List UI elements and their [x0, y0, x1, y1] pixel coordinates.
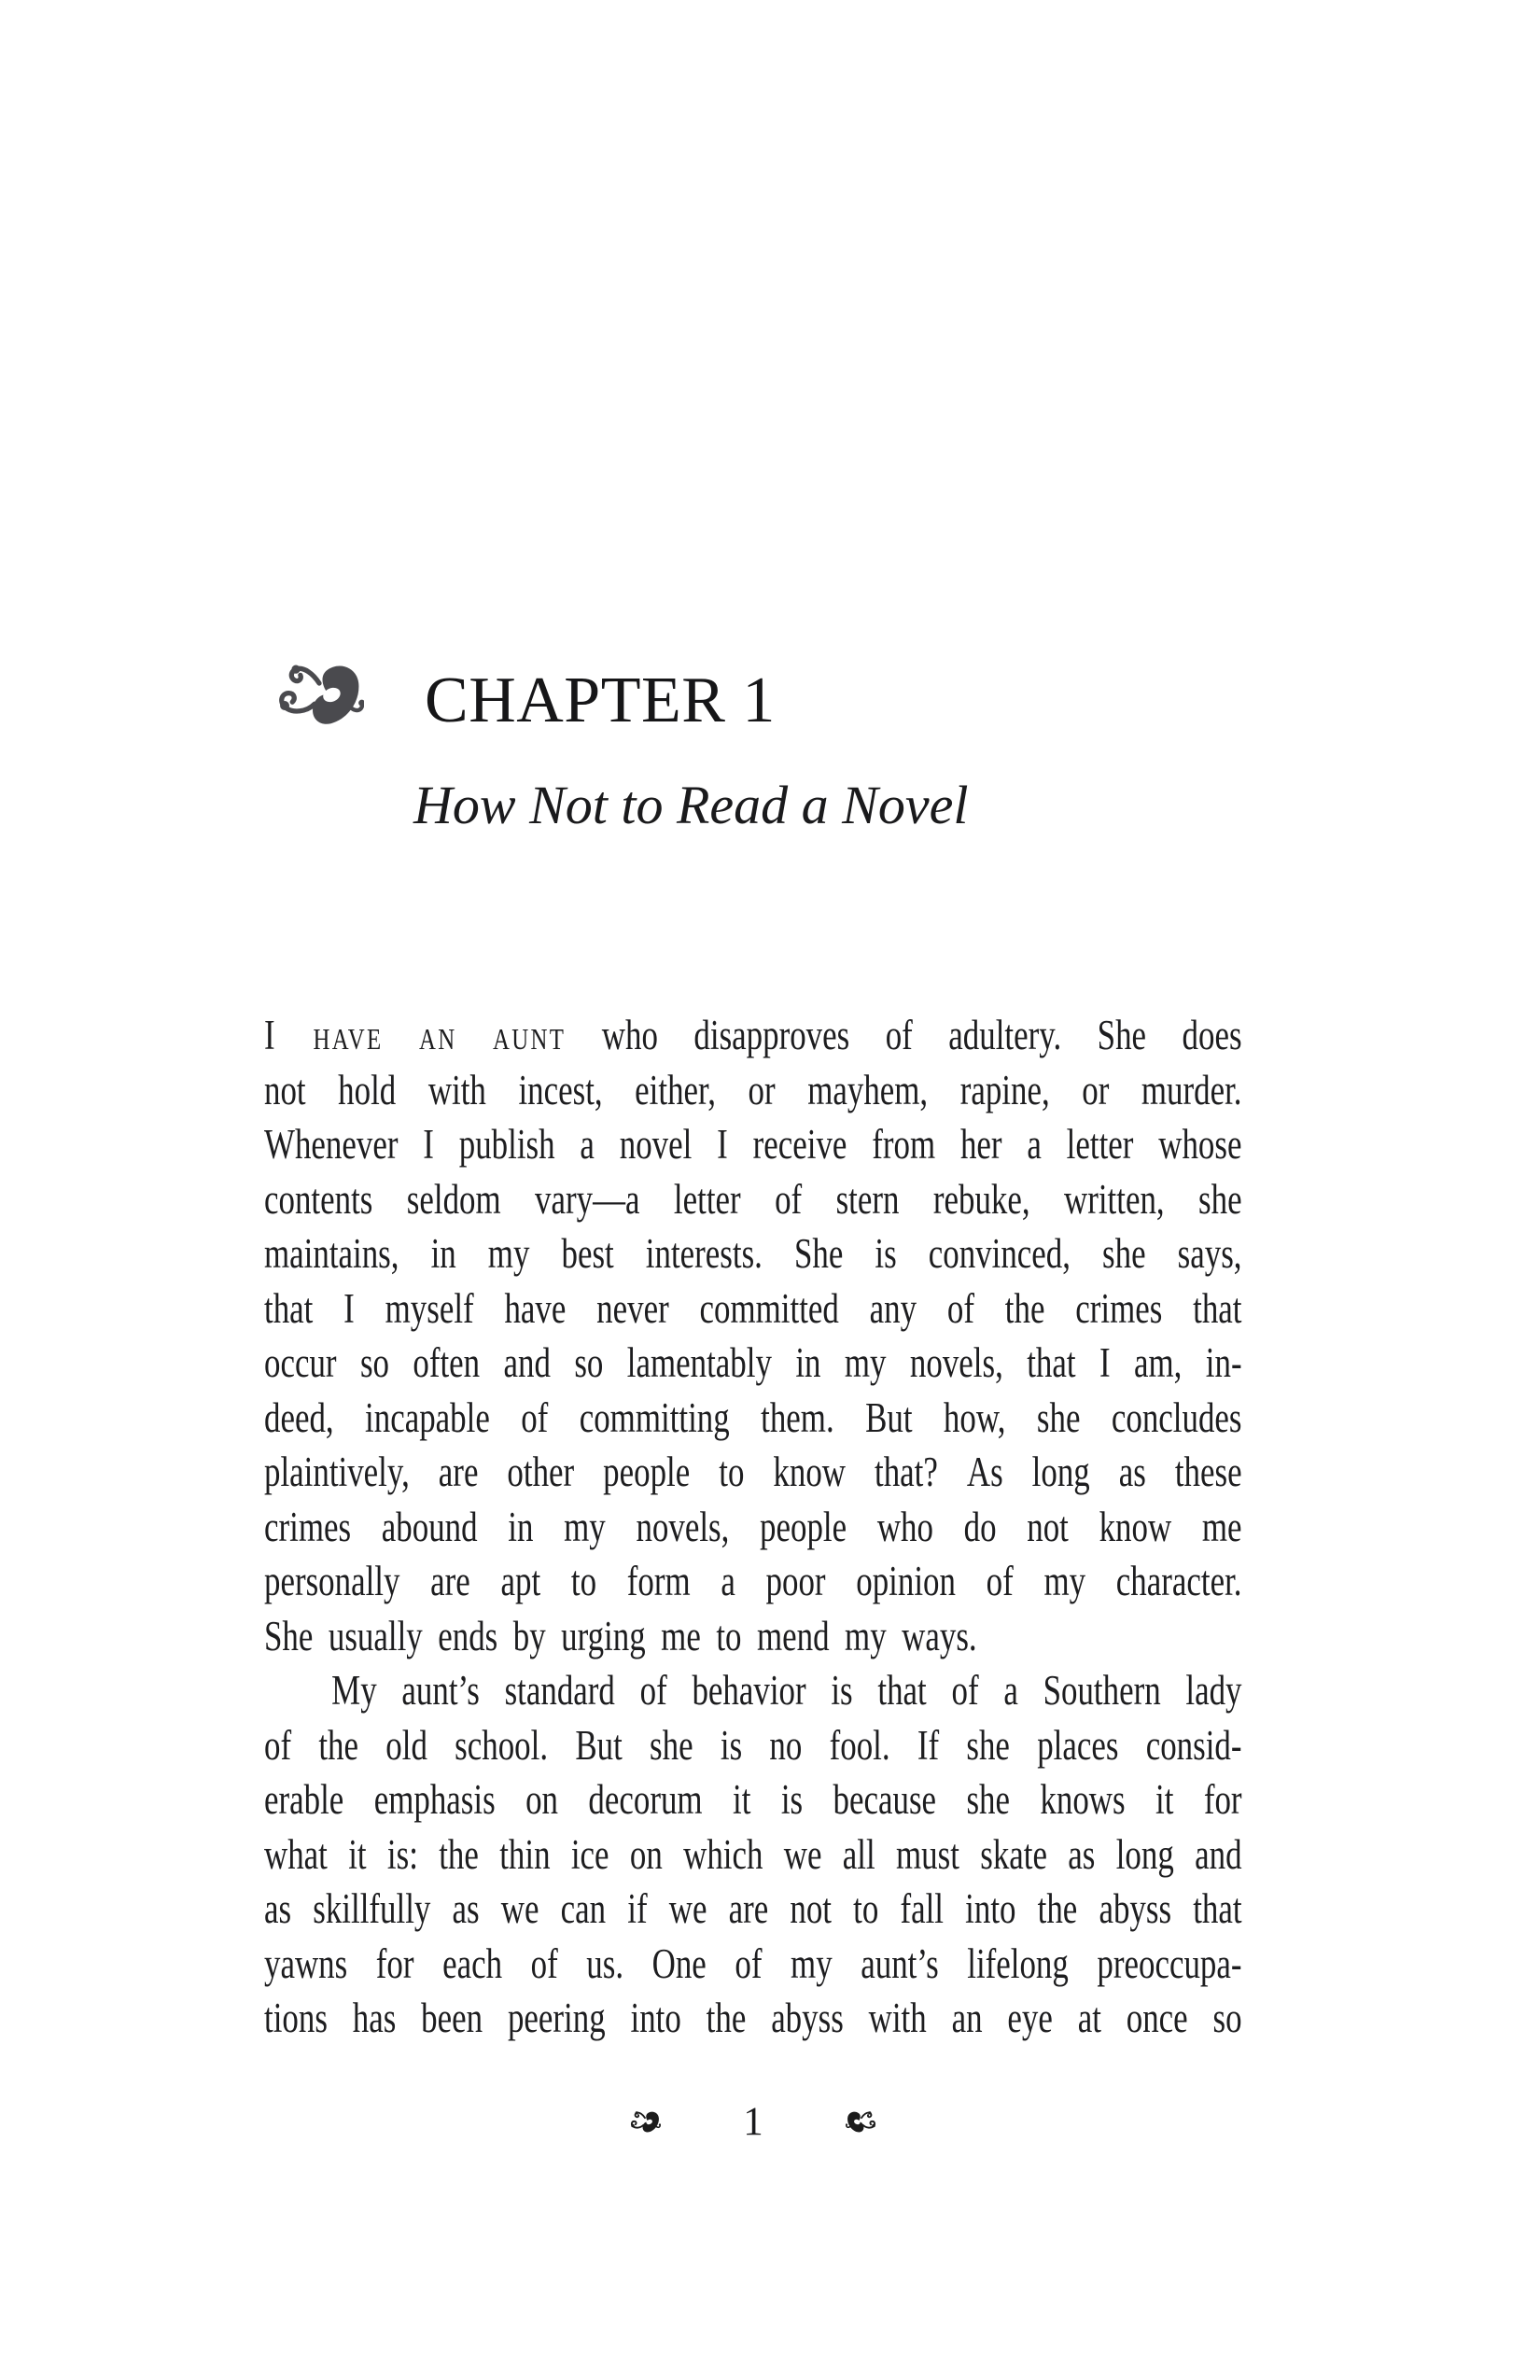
text-line: as skillfully as we can if we are not to fall into the abyss that: [264, 1885, 1242, 1932]
text-line: plaintively, are other people to know that? As long as these: [264, 1449, 1242, 1495]
body-text: [264, 1008, 1242, 2046]
text-line: tions has been peering into the abyss with an eye at once so: [264, 1995, 1242, 2041]
footer-fleuron-left-icon: [629, 2109, 661, 2135]
text-line: occur so often and so lamentably in my novels, that I am, in-: [264, 1339, 1242, 1386]
chapter-title: CHAPTER 1: [425, 665, 776, 736]
chapter-subtitle: How Not to Read a Novel: [413, 775, 969, 835]
text-line: not hold with incest, either, or mayhem, rapine, or murder.: [264, 1066, 1242, 1113]
text-line: maintains, in my best interests. She is convinced, she says,: [264, 1230, 1242, 1277]
text-line: yawns for each of us. One of my aunt’s lifelong preoccupa-: [264, 1939, 1242, 1987]
page-number: 1: [743, 2100, 763, 2144]
text-line: of the old school. But she is no fool. If she places consid-: [264, 1721, 1242, 1769]
text-line: that I myself have never committed any of the crimes that: [264, 1284, 1242, 1332]
text-line: personally are apt to form a poor opinion of my character.: [264, 1558, 1242, 1604]
text-line: I have an aunt who disapproves of adultery. She does: [264, 1012, 1242, 1058]
text-line: My aunt’s standard of behavior is that of a Southern lady: [331, 1667, 1242, 1714]
text-line: erable emphasis on decorum it is because she knows it for: [264, 1776, 1242, 1823]
footer-fleuron-right-icon: [846, 2109, 877, 2135]
page-footer: [264, 2102, 1242, 2142]
text-line: Whenever I publish a novel I receive from her a letter whose: [264, 1121, 1242, 1168]
chapter-fleuron-icon: [274, 659, 364, 731]
text-line: contents seldom vary—a letter of stern rebuke, written, she: [264, 1175, 1242, 1223]
text-line: what it is: the thin ice on which we all must skate as long and: [264, 1830, 1242, 1878]
text-line: deed, incapable of committing them. But how, she concludes: [264, 1393, 1242, 1441]
text-line: crimes abound in my novels, people who do not know me: [264, 1503, 1242, 1550]
text-line: She usually ends by urging me to mend my ways.: [264, 1612, 977, 1659]
